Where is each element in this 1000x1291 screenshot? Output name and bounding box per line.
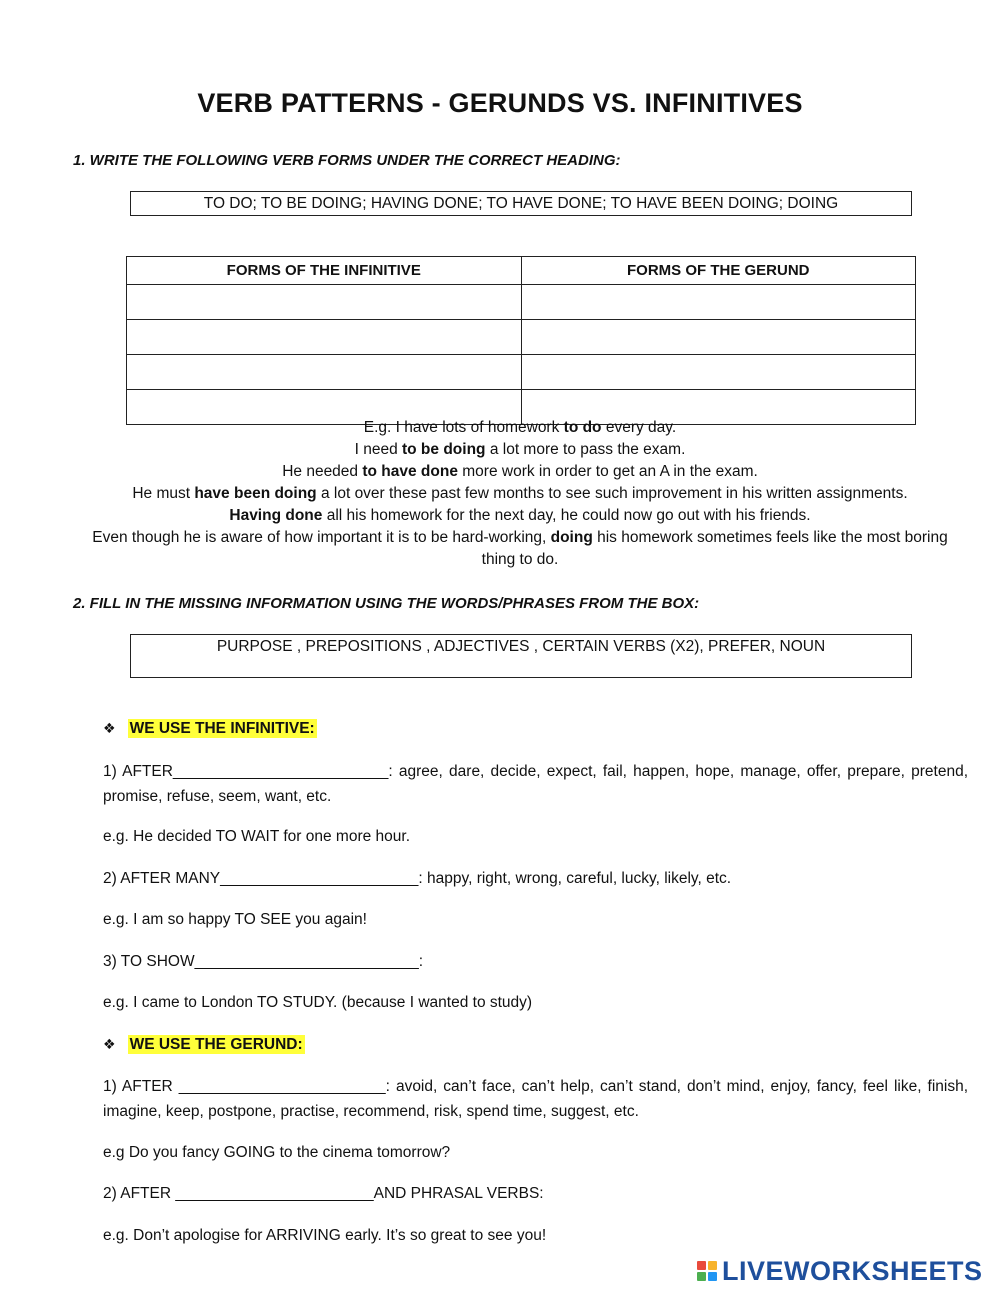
infinitive-answer-cell[interactable] [127, 320, 522, 355]
column-header-infinitive: FORMS OF THE INFINITIVE [127, 257, 522, 285]
infinitive-answer-cell[interactable] [127, 285, 522, 320]
diamond-bullet-icon: ❖ [103, 720, 116, 736]
example-sentence: E.g. I have lots of homework to do every day. [363, 419, 677, 436]
section2-heading: 2. FILL IN THE MISSING INFORMATION USING THE WORDS/PHRASES FROM THE BOX: [73, 595, 700, 612]
infinitive-example-1: e.g. He decided TO WAIT for one more hour. [103, 828, 411, 845]
infinitive-example-2: e.g. I am so happy TO SEE you again! [103, 911, 367, 928]
gerund-example-1: e.g Do you fancy GOING to the cinema tomorrow? [103, 1144, 451, 1161]
gerund-rule-1: 1) AFTER ________________________: avoid, can’t face, can’t help, can’t stand, don’t mind, enjoy, fancy, feel like, finish, imagine, keep, postpone, practise, recommend, risk, spend time, suggest, etc. [103, 1078, 968, 1120]
gerund-answer-cell[interactable] [521, 320, 916, 355]
table-row [127, 355, 916, 390]
diamond-bullet-icon: ❖ [103, 1036, 116, 1052]
example-sentence: He needed to have done more work in order to get an A in the exam. [282, 463, 758, 480]
gerund-answer-cell[interactable] [521, 355, 916, 390]
example-sentence: Even though he is aware of how important it is to be hard-working, doing his homework sometimes feels like the most boring thing to do. [92, 529, 948, 568]
forms-table [126, 256, 916, 425]
verb-forms-box: TO DO; TO BE DOING; HAVING DONE; TO HAVE DONE; TO HAVE BEEN DOING; DOING [130, 191, 912, 216]
page-title: VERB PATTERNS - GERUNDS VS. INFINITIVES [197, 88, 803, 118]
word-bank-box: PURPOSE , PREPOSITIONS , ADJECTIVES , CERTAIN VERBS (X2), PREFER, NOUN [130, 634, 912, 678]
logo-blocks-icon [697, 1261, 717, 1281]
infinitive-rule-3: 3) TO SHOW__________________________: [103, 953, 424, 970]
infinitive-label: ❖ WE USE THE INFINITIVE: [103, 720, 315, 737]
section1-heading: 1. WRITE THE FOLLOWING VERB FORMS UNDER THE CORRECT HEADING: [73, 152, 621, 169]
gerund-answer-cell[interactable] [521, 285, 916, 320]
infinitive-answer-cell[interactable] [127, 355, 522, 390]
examples-block [80, 417, 960, 571]
liveworksheets-logo [697, 1254, 983, 1288]
logo-text: LIVEWORKSHEETS [722, 1255, 983, 1286]
example-sentence: Having done all his homework for the next day, he could now go out with his friends. [229, 507, 811, 524]
table-row [127, 320, 916, 355]
gerund-example-2: e.g. Don’t apologise for ARRIVING early. It’s so great to see you! [103, 1227, 547, 1244]
infinitive-rule-2: 2) AFTER MANY_______________________: happy, right, wrong, careful, lucky, likely, etc. [103, 870, 732, 887]
infinitive-rule-1: 1) AFTER_________________________: agree, dare, decide, expect, fail, happen, hope, manage, offer, prepare, pretend, promise, refuse, seem, want, etc. [103, 763, 968, 805]
gerund-rule-2: 2) AFTER _______________________AND PHRASAL VERBS: [103, 1185, 544, 1202]
example-sentence: I need to be doing a lot more to pass the exam. [354, 441, 686, 458]
table-row [127, 285, 916, 320]
gerund-label: ❖ WE USE THE GERUND: [103, 1036, 303, 1053]
column-header-gerund: FORMS OF THE GERUND [521, 257, 916, 285]
infinitive-example-3: e.g. I came to London TO STUDY. (because I wanted to study) [103, 994, 533, 1011]
example-sentence: He must have been doing a lot over these past few months to see such improvement in his written assignments. [132, 485, 908, 502]
